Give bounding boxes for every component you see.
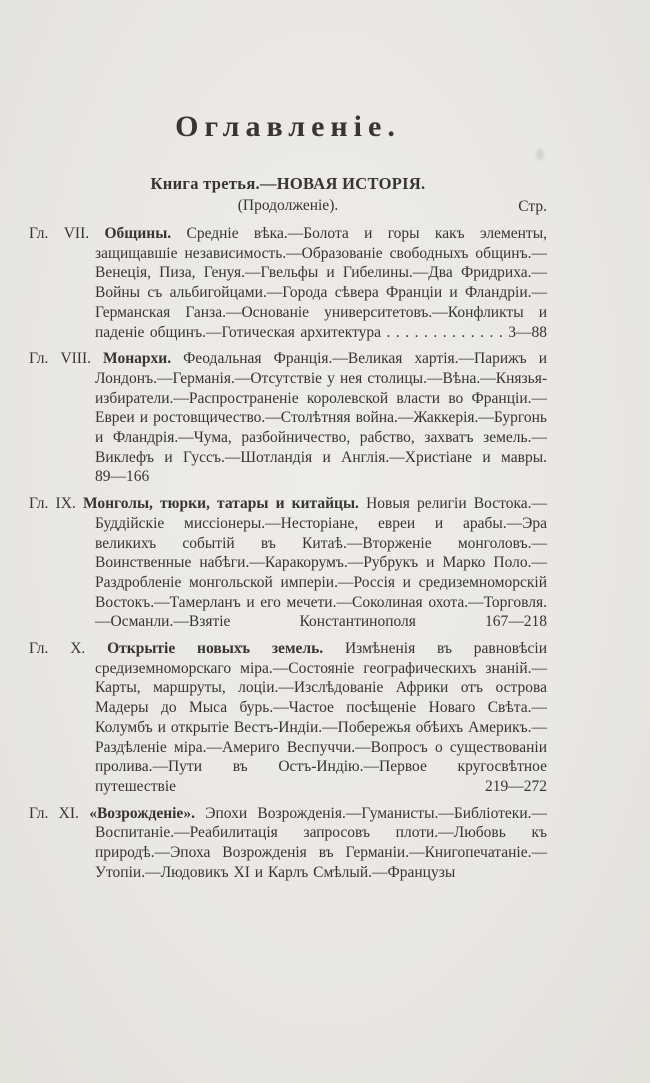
page-title: Оглавленіе. xyxy=(175,110,401,143)
chapter-summary: Новыя религіи Востока.—Буддійскіе миссіонеры.—Несторіане, евреи и арабы.—Эра великихъ событій въ Китаѣ.—Вторженіе монголовъ.—Воинственные набѣги.—Каракорумъ.—Рубрукъ и Марко Поло.—Раздробленіе монгольской имперіи.—Россія и средиземноморскій Востокъ.—Тамерланъ и его мечети.—Соколиная охота.—Торговля.—Османли.—Взятіе Константинополя xyxy=(95,495,547,631)
chapter-title: Общины. xyxy=(104,225,187,242)
toc-entries xyxy=(29,224,547,883)
page-column-label: Стр. xyxy=(518,198,547,215)
chapter-label: Гл. VIII. xyxy=(29,350,104,368)
toc-entry xyxy=(29,639,547,797)
subheading-row xyxy=(29,197,547,215)
chapter-summary: Средніе вѣка.—Болота и горы какъ элементы, защищавшіе независимость.—Образованіе свободныхъ общинъ.—Венеція, Пиза, Генуя.—Гвельфы и Гибелины.—Два Фридриха.—Войны съ альбигойцами.—Города сѣвера Франціи и Фландріи.—Германская Ганза.—Основаніе университетовъ.—Конфликты и паденіе общинъ.—Готическая архитектура xyxy=(95,225,547,341)
toc-entry xyxy=(29,349,547,487)
book-heading: Книга третья.—НОВАЯ ИСТОРІЯ. xyxy=(150,174,426,193)
toc-entry xyxy=(29,224,547,342)
toc-entry xyxy=(29,804,547,883)
chapter-summary: Эпохи Возрожденія.—Гуманисты.—Библіотеки.—Воспитаніе.—Реабилитація запросовъ плоти.—Любовь къ природѣ.—Эпоха Возрожденія въ Германіи.—Книгопечатаніе.—Утопіи.—Людовикъ XI и Карлъ Смѣлый.—Французы xyxy=(95,804,547,881)
subheading: (Продолженіе). xyxy=(237,197,339,214)
chapter-label: Гл. X. xyxy=(29,640,108,658)
chapter-summary: Феодальная Франція.—Великая хартія.—Парижъ и Лондонъ.—Германія.—Отсутствіе у нея столицы.—Вѣна.—Князья-избиратели.—Распространеніе королевской власти во Франціи.—Евреи и ростовщичество.—Столѣтняя война.—Жаккерія.—Бургонь и Фландрія.—Чума, разбойничество, рабство, захватъ земель.—Виклефъ и Гуссъ.—Шотландія и Англія.—Христіане и мавры. xyxy=(95,350,547,466)
chapter-label: Гл. VII. xyxy=(29,225,105,242)
page-range: 167—218 xyxy=(415,613,548,631)
page-range: 89—166 xyxy=(95,468,150,486)
toc-entry xyxy=(29,494,547,632)
page-range: 3—88 xyxy=(502,323,548,341)
chapter-title: Монархи. xyxy=(103,350,184,368)
chapter-summary: Измѣненія въ равновѣсіи средиземноморскаго міра.—Состояніе географическихъ знаній.—Карты, маршруты, лоціи.—Изслѣдованіе Африки отъ острова Мадеры до Мыса бурь.—Частое посѣщеніе Новаго Свѣта.—Колумбъ и открытіе Вестъ-Индіи.—Побережья обѣихъ Америкъ.—Раздѣленіе міра.—Америго Веспуччи.—Вопросъ о существованіи пролива.—Пути въ Остъ-Индію.—Первое кругосвѣтное путешествіе xyxy=(95,640,547,795)
chapter-label: Гл. XI. xyxy=(29,804,90,822)
chapter-title: Открытіе новыхъ земель. xyxy=(107,640,345,658)
chapter-label: Гл. IX. xyxy=(29,495,83,513)
chapter-title: Монголы, тюрки, татары и китайцы. xyxy=(82,495,367,513)
page-range: 219—272 xyxy=(176,777,547,795)
chapter-title: «Возрожденіе». xyxy=(89,804,206,822)
page-content xyxy=(29,110,547,890)
dot-leader: . . . . . . . . . . . . . xyxy=(381,323,503,341)
